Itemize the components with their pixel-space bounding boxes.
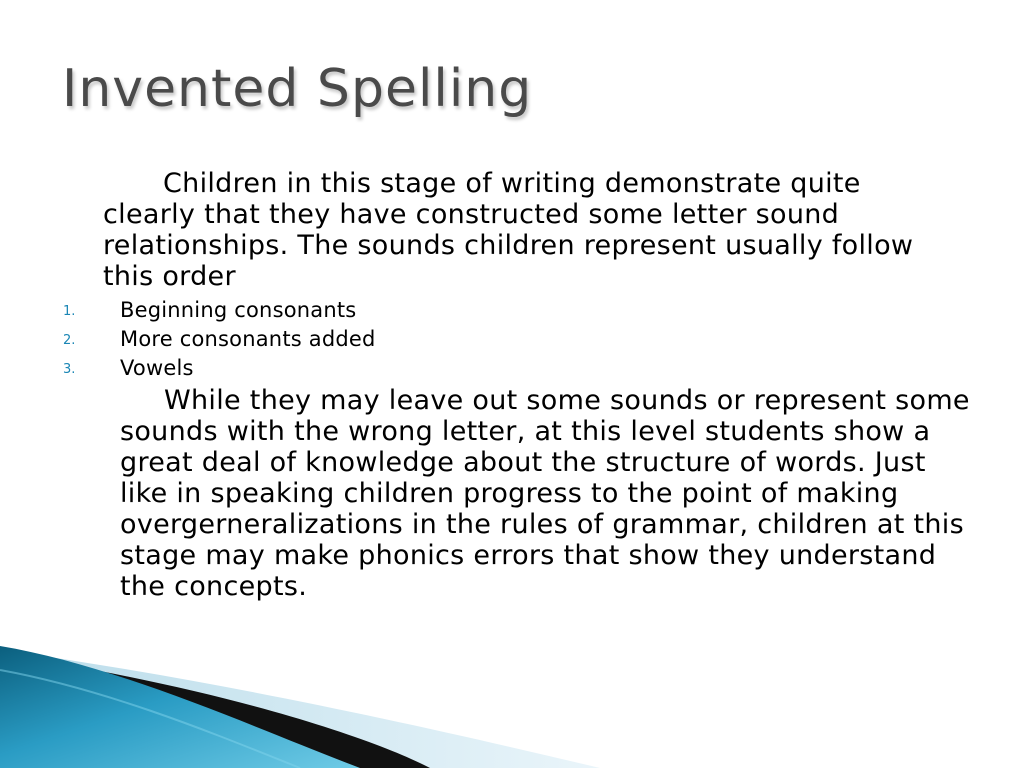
list-item [0,354,1024,383]
list-item [0,296,1024,325]
list-number: 2. [63,333,76,348]
list-text: More consonants added [120,327,376,351]
slide-title: Invented Spelling [62,59,533,119]
list-text: Beginning consonants [120,298,357,322]
list-text: Vowels [120,356,194,380]
decorative-wave-graphic [0,640,1024,768]
list-number: 3. [63,362,76,377]
numbered-list [0,296,1024,383]
closing-paragraph: While they may leave out some sounds or represent some sounds with the wrong letter, at this level students show a great deal of knowledge about the structure of words. Just like in speaking children progress to the point of making overgerneralizations in the rules of grammar, children at this stage may make phonics errors that show they understand the concepts. [120,385,970,602]
list-number: 1. [63,304,76,319]
list-item [0,325,1024,354]
intro-paragraph: Children in this stage of writing demonstrate quite clearly that they have constructed some letter sound relationships. The sounds children represent usually follow this order [103,168,914,292]
